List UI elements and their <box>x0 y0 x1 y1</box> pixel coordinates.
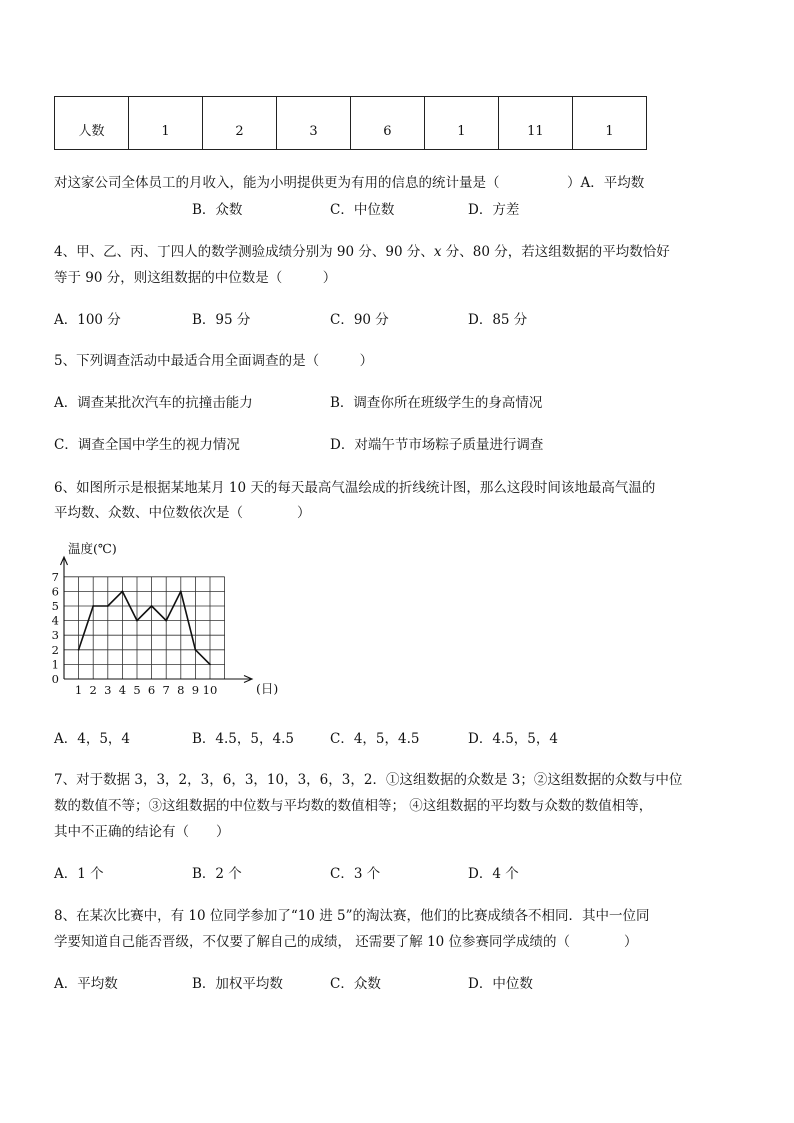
y-tick-label: 1 <box>51 657 59 672</box>
q7-option-c: C．3 个 <box>330 866 381 882</box>
temperature-series-line <box>79 591 210 664</box>
q4-stem-line2: 等于 90 分，则这组数据的中位数是（ ） <box>54 270 337 286</box>
table-cell: 1 <box>572 97 646 150</box>
data-point <box>78 649 80 651</box>
q5-option-d: D．对端午节市场粽子质量进行调查 <box>330 437 544 453</box>
q4-text-pre: 4、甲、乙、丙、丁四人的数学测验成绩分别为 90 分、90 分、 <box>54 244 434 260</box>
q4-option-a: A．100 分 <box>54 312 121 328</box>
income-table <box>54 96 647 150</box>
q6-option-c: C．4，5，4.5 <box>330 731 420 747</box>
q8-option-a: A．平均数 <box>54 976 118 992</box>
q7-option-a: A．1 个 <box>54 866 104 882</box>
q3-option-a: A．平均数 <box>580 175 645 191</box>
q6-option-b: B．4.5，5，4.5 <box>192 731 294 747</box>
table-cell: 11 <box>498 97 572 150</box>
data-point <box>136 620 138 622</box>
y-tick-label: 5 <box>51 599 59 613</box>
chart-y-axis-label: 温度(℃) <box>68 541 117 556</box>
x-tick-label: 8 <box>177 683 185 697</box>
table-cell: 2 <box>203 97 277 150</box>
q8-option-d: D．中位数 <box>468 976 533 992</box>
x-tick-label: 10 <box>202 683 218 697</box>
q5-option-b: B．调查你所在班级学生的身高情况 <box>330 395 543 411</box>
q8-option-b: B．加权平均数 <box>192 976 283 992</box>
data-point <box>107 605 109 607</box>
q7-option-d: D．4 个 <box>468 866 519 882</box>
y-tick-label: 6 <box>51 584 59 599</box>
chart-x-axis-label: (日) <box>256 681 279 696</box>
q3-stem <box>54 171 644 191</box>
q3-option-c: C．中位数 <box>330 202 395 218</box>
y-tick-label: 3 <box>51 628 59 643</box>
q6-stem-line2: 平均数、众数、中位数依次是（ ） <box>54 505 311 521</box>
q7-stem-line1: 7、对于数据 3，3，2，3，6，3，10，3，6，3，2．①这组数据的众数是 3；②这组数据的众数与中位 <box>54 772 683 788</box>
x-tick-label: 6 <box>147 683 156 697</box>
y-tick-label: 7 <box>51 569 59 584</box>
table-row <box>55 97 647 150</box>
table-cell: 3 <box>276 97 350 150</box>
q4-option-d: D．85 分 <box>468 312 528 328</box>
chart-grid <box>64 577 225 679</box>
q4-stem-line1 <box>54 240 670 260</box>
table-cell: 6 <box>350 97 424 150</box>
q3-option-b: B．众数 <box>192 202 243 218</box>
table-cell: 1 <box>424 97 498 150</box>
x-tick-label: 9 <box>191 683 200 697</box>
q5-option-a: A．调查某批次汽车的抗撞击能力 <box>54 395 253 411</box>
q4-variable: x <box>433 244 442 260</box>
q7-option-b: B．2 个 <box>192 866 242 882</box>
x-tick-label: 5 <box>133 683 141 697</box>
q6-option-d: D．4.5，5，4 <box>468 731 558 747</box>
data-point <box>195 649 197 651</box>
q4-text-post: 分、80 分，若这组数据的平均数恰好 <box>441 244 670 260</box>
q4-option-b: B．95 分 <box>192 312 251 328</box>
q3-text: 对这家公司全体员工的月收入，能为小明提供更为有用的信息的统计量是（ ） <box>54 175 581 191</box>
q5-option-c: C．调查全国中学生的视力情况 <box>54 437 240 453</box>
temperature-line-chart <box>46 538 296 703</box>
q7-stem-line2: 数的数值不等；③这组数据的中位数与平均数的数值相等； ④这组数据的平均数与众数的数值相等， <box>54 798 653 814</box>
y-tick-label: 4 <box>51 613 59 628</box>
q8-stem-line2: 学要知道自己能否晋级，不仅要了解自己的成绩， 还需要了解 10 位参赛同学成绩的（ ） <box>54 934 638 950</box>
q8-stem-line1: 8、在某次比赛中，有 10 位同学参加了“10 进 5”的淘汰赛，他们的比赛成绩各不相同．其中一位同 <box>54 908 650 924</box>
data-point <box>151 605 153 607</box>
q8-option-c: C．众数 <box>330 976 381 992</box>
data-point <box>122 591 124 593</box>
x-tick-label: 1 <box>74 683 83 697</box>
table-cell: 1 <box>129 97 203 150</box>
chart-tick-labels <box>52 570 218 697</box>
q6-option-a: A．4，5，4 <box>54 731 131 747</box>
data-point <box>180 591 182 593</box>
x-tick-label: 7 <box>162 683 170 697</box>
y-tick-label: 2 <box>51 642 59 657</box>
chart-series <box>78 591 211 666</box>
x-tick-label: 4 <box>118 683 127 697</box>
q4-option-c: C．90 分 <box>330 312 389 328</box>
q6-stem-line1: 6、如图所示是根据某地某月 10 天的每天最高气温绘成的折线统计图，那么这段时间该地最高气温的 <box>54 480 656 496</box>
data-point <box>92 605 94 607</box>
data-point <box>165 620 167 622</box>
y-tick-label: 0 <box>51 672 59 686</box>
data-point <box>209 664 211 666</box>
x-tick-label: 2 <box>89 683 97 697</box>
q5-stem: 5、下列调查活动中最适合用全面调查的是（ ） <box>54 353 374 369</box>
q7-stem-line3: 其中不正确的结论有（ ） <box>54 824 230 840</box>
x-tick-label: 3 <box>104 683 112 697</box>
table-row-label: 人数 <box>55 97 129 150</box>
q3-option-d: D．方差 <box>468 202 520 218</box>
